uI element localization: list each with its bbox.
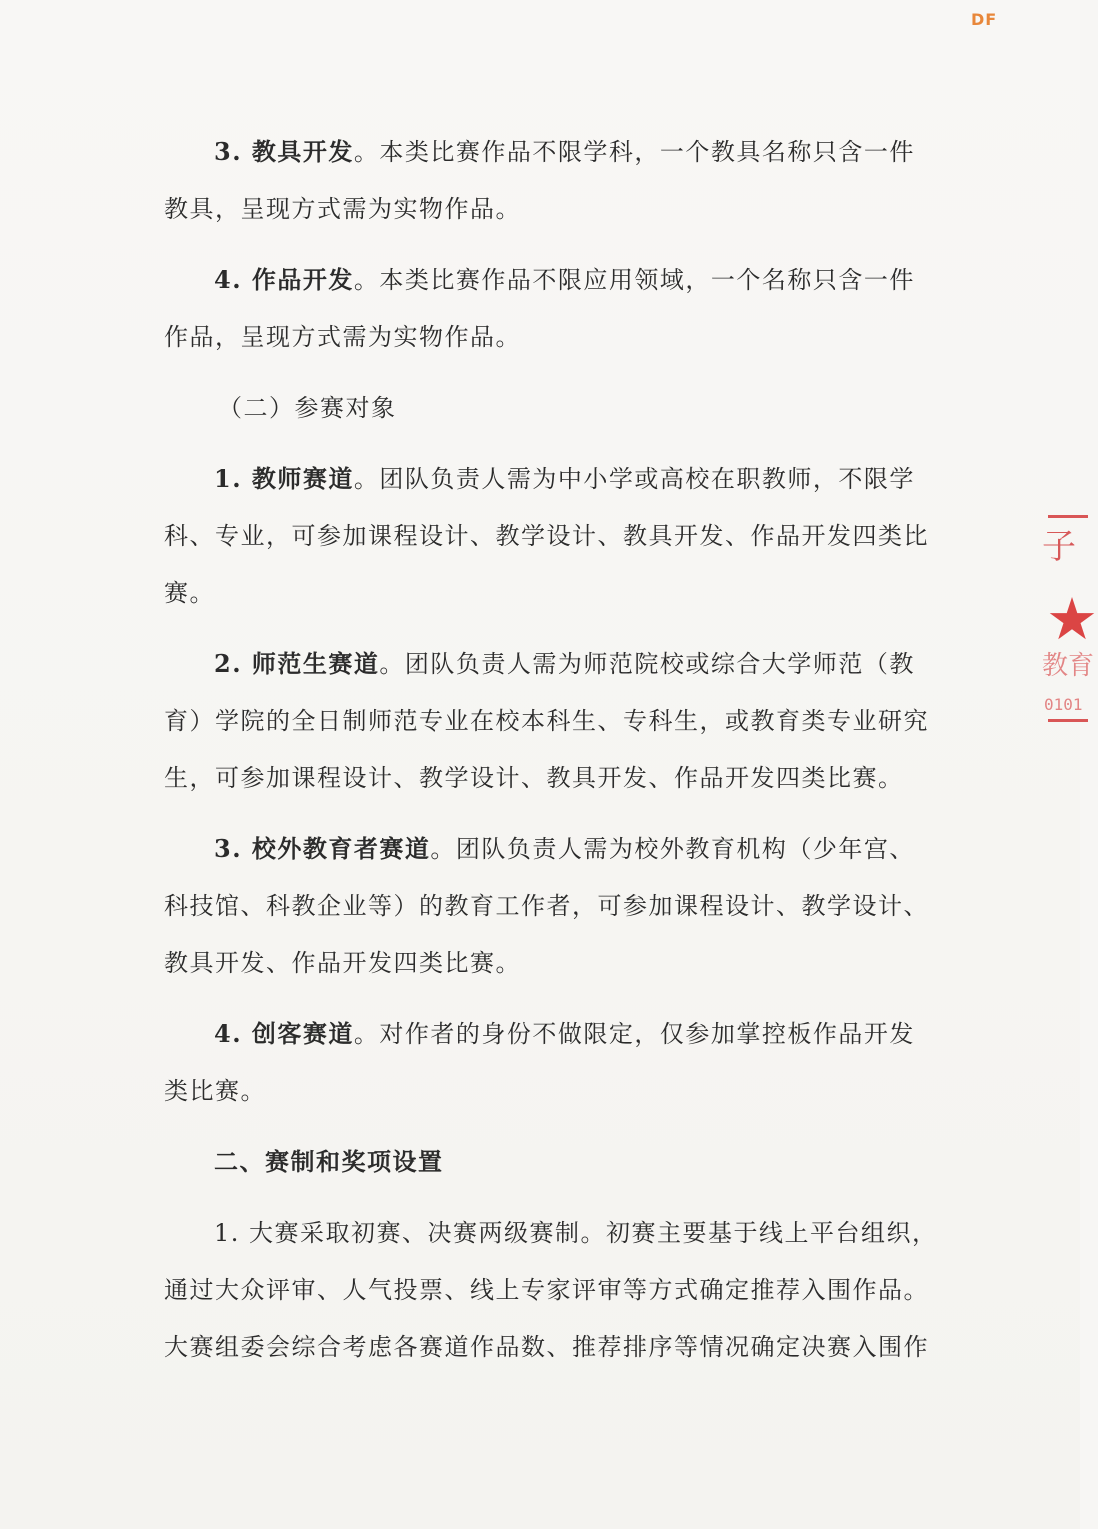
seal-number: 0101 <box>1044 695 1083 714</box>
item-text: 教具开发、作品开发四类比赛。 <box>164 949 521 977</box>
item-heading: 4. 作品开发 <box>214 265 354 294</box>
item-text: 育）学院的全日制师范专业在校本科生、专科生，或教育类专业研究 <box>164 707 929 735</box>
paragraph-line <box>164 1276 929 1304</box>
paragraph-line <box>164 949 521 977</box>
item-heading: 1. 教师赛道 <box>214 464 354 493</box>
item-text: 生，可参加课程设计、教学设计、教具开发、作品开发四类比赛。 <box>164 764 904 792</box>
item-text: 。团队负责人需为师范院校或综合大学师范（教 <box>379 650 915 678</box>
item-text: 。本类比赛作品不限学科，一个教具名称只含一件 <box>353 138 915 166</box>
paragraph-line <box>214 1020 915 1048</box>
paragraph-line <box>214 138 915 166</box>
paragraph-line <box>164 707 929 735</box>
item-text: 。团队负责人需为中小学或高校在职教师，不限学 <box>353 465 915 493</box>
paragraph-line <box>164 892 929 920</box>
item-text: 类比赛。 <box>164 1077 266 1105</box>
paragraph-line <box>164 522 929 550</box>
paragraph-line <box>164 1333 929 1361</box>
seal-text: 教育 <box>1042 651 1095 681</box>
item-text: 通过大众评审、人气投票、线上专家评审等方式确定推荐入围作品。 <box>164 1276 929 1304</box>
paragraph-line <box>164 323 521 351</box>
seal-border <box>1048 515 1088 518</box>
seal-character: 子 <box>1042 527 1076 567</box>
item-heading: 4. 创客赛道 <box>214 1019 354 1048</box>
item-text: 1. 大赛采取初赛、决赛两级赛制。初赛主要基于线上平台组织， <box>214 1219 938 1247</box>
paragraph-line <box>214 465 915 493</box>
paragraph-line <box>164 195 521 223</box>
paragraph-line <box>164 1077 266 1105</box>
paragraph-line <box>164 579 215 607</box>
item-text: 科、专业，可参加课程设计、教学设计、教具开发、作品开发四类比 <box>164 522 929 550</box>
item-text: 赛。 <box>164 579 215 607</box>
seal-border <box>1048 719 1088 722</box>
paragraph-line <box>214 650 915 678</box>
item-text: 大赛组委会综合考虑各赛道作品数、推荐排序等情况确定决赛入围作 <box>164 1333 929 1361</box>
watermark-logo: DF <box>971 10 998 29</box>
seal-star-icon: ★ <box>1046 585 1098 653</box>
section-subheading <box>218 394 397 422</box>
paragraph-line <box>214 835 915 863</box>
item-heading: 3. 校外教育者赛道 <box>214 834 431 863</box>
item-text: 。团队负责人需为校外教育机构（少年宫、 <box>430 835 915 863</box>
official-seal-stamp <box>1036 505 1096 735</box>
paragraph-line <box>214 266 915 294</box>
paragraph-line <box>164 764 904 792</box>
item-heading: 2. 师范生赛道 <box>214 649 380 678</box>
item-heading: 3. 教具开发 <box>214 137 354 166</box>
item-text: 科技馆、科教企业等）的教育工作者，可参加课程设计、教学设计、 <box>164 892 929 920</box>
item-text: 。本类比赛作品不限应用领域，一个名称只含一件 <box>353 266 915 294</box>
item-text: （二）参赛对象 <box>218 394 397 422</box>
item-text: 教具，呈现方式需为实物作品。 <box>164 195 521 223</box>
paragraph-line <box>214 1219 938 1247</box>
item-text: 。对作者的身份不做限定，仅参加掌控板作品开发 <box>353 1020 915 1048</box>
section-heading <box>214 1148 444 1176</box>
item-heading: 二、赛制和奖项设置 <box>214 1147 444 1176</box>
item-text: 作品，呈现方式需为实物作品。 <box>164 323 521 351</box>
